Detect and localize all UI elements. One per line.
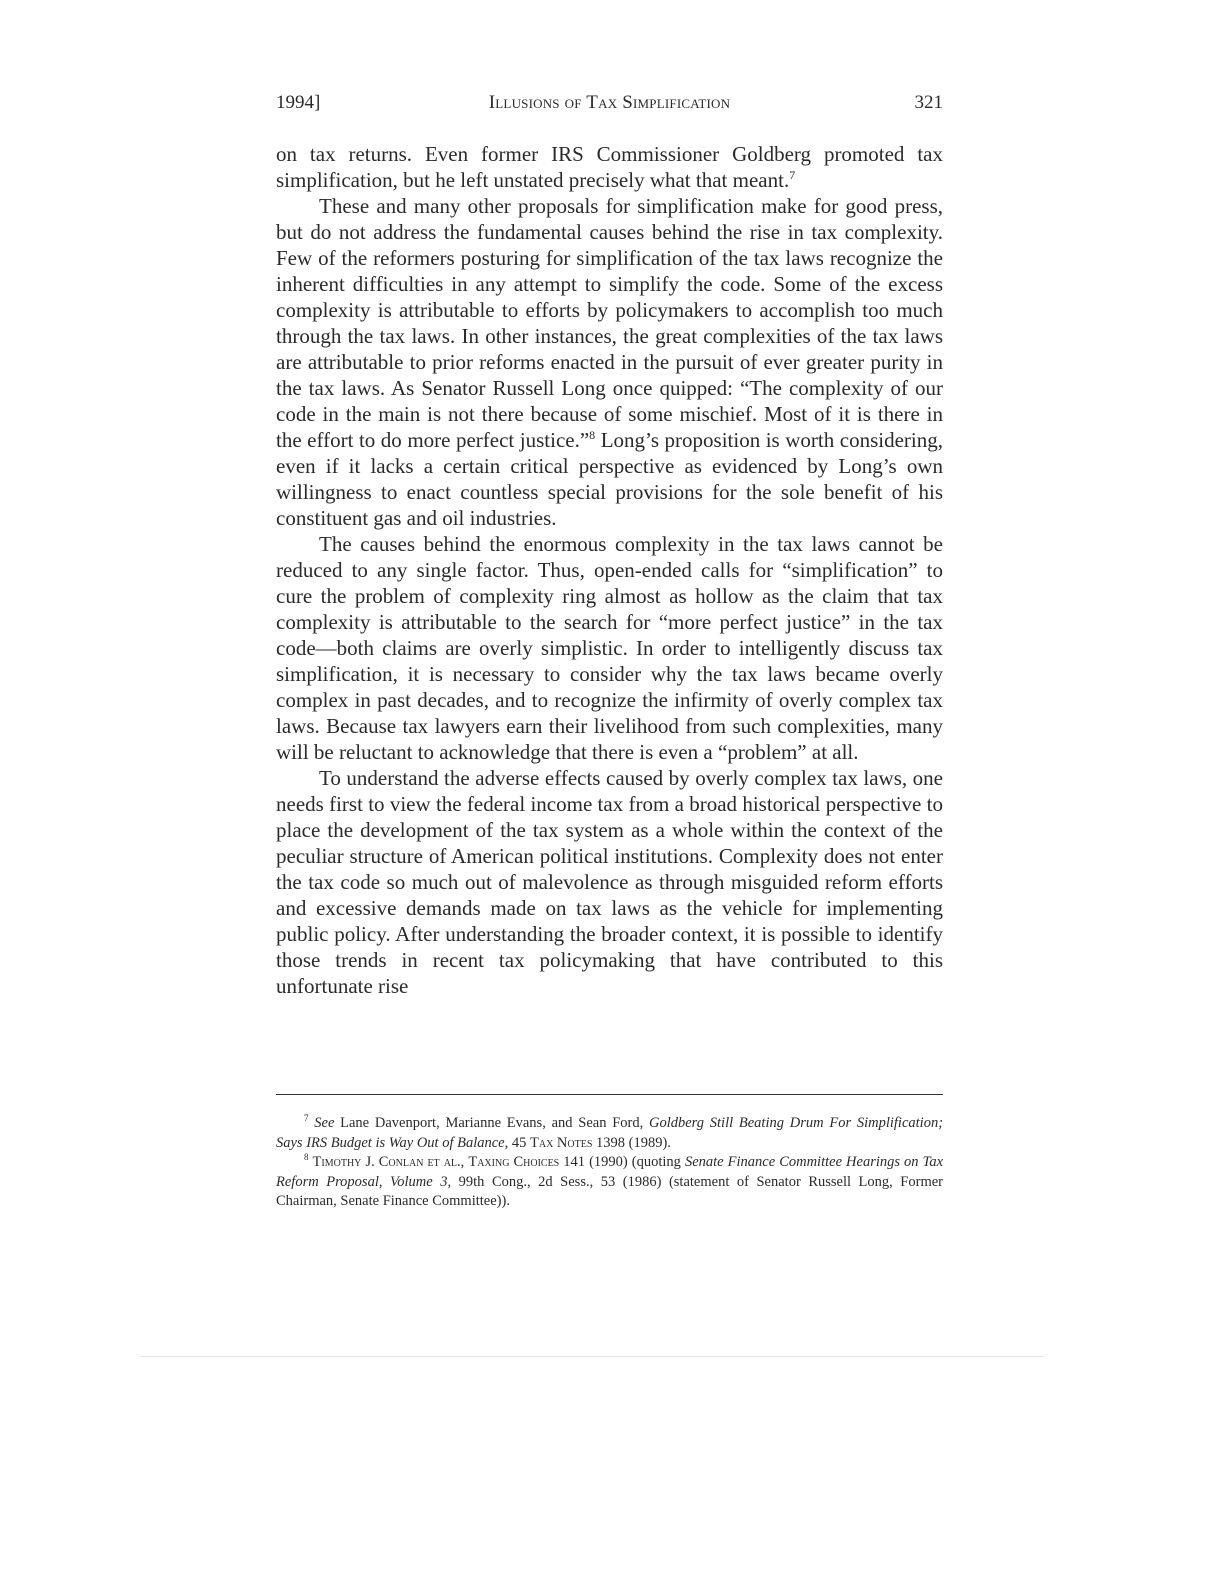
footnote-8-author: Timothy J. Conlan et al.: [312, 1154, 461, 1170]
paragraph-1-text: on tax returns. Even former IRS Commissioner Goldberg promoted tax simplification, but he left unstated precisely what that meant.: [276, 142, 943, 192]
body-text: [276, 141, 943, 999]
footnote-8-mid: 141 (1990) (quoting: [559, 1154, 685, 1170]
footnote-7-authors: Lane Davenport, Marianne Evans, and Sean Ford,: [334, 1115, 649, 1131]
footnote-7-source: Tax Notes: [529, 1134, 593, 1151]
footnote-7-signal: See: [314, 1115, 335, 1131]
paragraph-4: To understand the adverse effects caused by overly complex tax laws, one needs first to view the federal income tax from a broad historical perspective to place the development of the tax system as a whole within the context of the peculiar structure of American political institutions. Complexity does not enter the tax code so much out of malevolence as through misguided reform efforts and excessive demands made on tax laws as the vehicle for implementing public policy. After understanding the broader context, it is possible to identify those trends in recent tax policymaking that have contributed to this unfortunate rise: [276, 766, 943, 998]
paragraph-3: The causes behind the enormous complexity in the tax laws cannot be reduced to any single factor. Thus, open-ended calls for “simplification” to cure the problem of complexity ring almost as hollow as the claim that tax complexity is attributable to the search for “more perfect justice” in the tax code—both claims are overly simplistic. In order to intelligently discuss tax simplification, it is necessary to consider why the tax laws became overly complex in past decades, and to recognize the infirmity of overly complex tax laws. Because tax lawyers earn their livelihood from such complexities, many will be reluctant to acknowledge that there is even a “problem” at all.: [276, 532, 943, 764]
paragraph-2-text-b: Long’s proposition is worth considering, even if it lacks a certain critical perspective as evidenced by Long’s own willingness to enact countless special provisions for the sole benefit of his constituent gas and oil industries.: [276, 428, 943, 530]
page-number: 321: [914, 92, 943, 113]
footnote-8: [276, 1153, 943, 1212]
footnote-8-number: 8: [304, 1152, 309, 1163]
footnote-8-sep: ,: [460, 1154, 469, 1170]
footnote-7: [276, 1114, 943, 1153]
footnote-8-book: Taxing Choices: [468, 1154, 560, 1170]
footnote-7-post-cite: 1398 (1989).: [592, 1134, 671, 1151]
footnote-ref-8: 8: [589, 428, 596, 442]
footnote-7-pre-cite: , 45: [504, 1134, 530, 1151]
header-year: 1994]: [276, 92, 321, 113]
footnote-ref-7: 7: [789, 168, 796, 182]
footnote-8-tail: , 99th Cong., 2d Sess., 53 (1986) (statement of Senator Russell Long, Former Chairman, Senate Finance Committee)).: [276, 1173, 943, 1209]
footnote-7-title: Goldberg Still Beating Drum For Simplification; Says IRS Budget is Way Out of Balance: [276, 1115, 944, 1151]
footnote-7-number: 7: [304, 1113, 309, 1124]
footnote-8-hearing: Senate Finance Committee Hearings on Tax Reform Proposal, Volume 3: [276, 1154, 944, 1190]
paragraph-2-text-a: These and many other proposals for simplification make for good press, but do not address the fundamental causes behind the rise in tax complexity. Few of the reformers posturing for simplification of the tax laws recognize the inherent difficulties in any attempt to simplify the code. Some of the excess complexity is attributable to efforts by policymakers to accomplish too much through the tax laws. In other instances, the great complexities of the tax laws are attributable to prior reforms enacted in the pursuit of ever greater purity in the tax laws. As Senator Russell Long once quipped: “The complexity of our code in the main is not there because of some mischief. Most of it is there in the effort to do more perfect justice.”: [276, 194, 943, 452]
scan-artifact-line: [140, 1356, 1044, 1357]
running-header: [276, 92, 943, 118]
paragraph-2: [276, 193, 943, 531]
paragraph-1: [276, 141, 943, 193]
footnotes: [276, 1114, 943, 1212]
footnote-divider: [276, 1094, 943, 1095]
header-title: Illusions of Tax Simplification: [488, 92, 731, 113]
